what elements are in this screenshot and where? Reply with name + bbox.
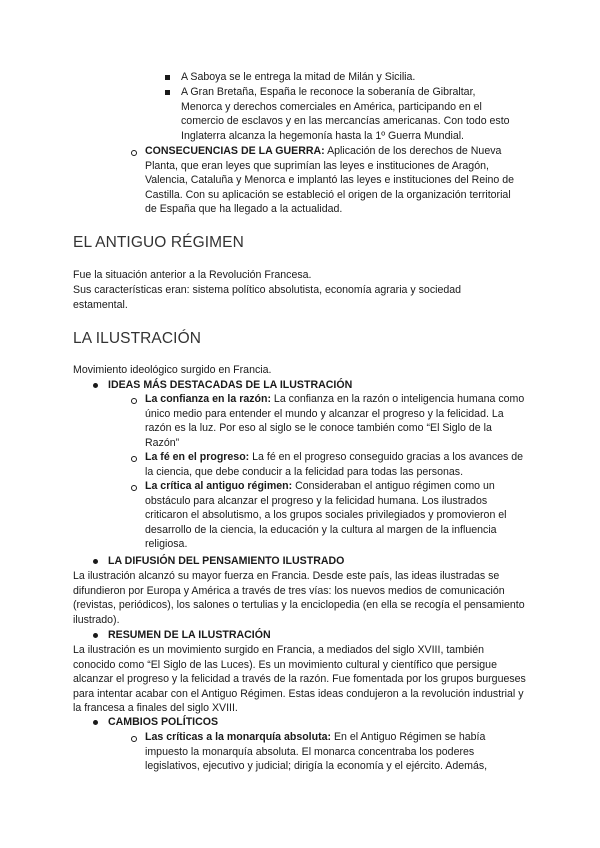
circle-bullet-icon: [131, 456, 137, 462]
circle-bullet-icon: [131, 736, 137, 742]
heading-ideas: IDEAS MÁS DESTACADAS DE LA ILUSTRACIÓN: [108, 379, 353, 391]
circle-bullet-icon: [131, 150, 137, 156]
section-title-ilustracion: LA ILUSTRACIÓN: [73, 330, 202, 347]
paragraph-antiguo-line1: Fue la situación anterior a la Revolución Francesa.: [73, 269, 312, 281]
heading-cambios: CAMBIOS POLÍTICOS: [108, 716, 219, 728]
list-item-criticas-monarquia: Las críticas a la monarquía absoluta: En el Antiguo Régimen se había impuesto la monarquía absoluta. El monarca concentraba los poderes legislativos, ejecutivo y judicial; dirigía la economía y el ejército. Además,: [145, 731, 488, 773]
dot-bullet-icon: [93, 559, 98, 564]
paragraph-difusion: La ilustración alcanzó su mayor fuerza en Francia. Desde este país, las ideas ilustradas se difundieron por Europa y América a través de tres vías: los nuevos medios de comunicación (revistas, periódicos), los salones o tertulias y la enciclopedia (en ella se recogía el pensamiento ilustrado).: [73, 570, 525, 626]
dot-bullet-icon: [93, 633, 98, 638]
dot-bullet-icon: [93, 720, 98, 725]
list-item-idea-razon: La confianza en la razón: La confianza en la razón o inteligencia humana como único medio para entender el mundo y alcanzar el progreso y la felicidad. La razón es la luz. Por eso al siglo se le conoce también como “El Siglo de la Razón”: [145, 393, 525, 449]
square-bullet-icon: [165, 75, 170, 80]
list-item-britain: A Gran Bretaña, España le reconoce la soberanía de Gibraltar, Menorca y derechos comerciales en América, participando en el comercio de esclavos y en las mercancías americanas. Con todo esto Inglaterra alcanza la hegemonía hasta la 1º Guerra Mundial.: [181, 86, 510, 142]
circle-bullet-icon: [131, 398, 137, 404]
section-title-antiguo-regimen: EL ANTIGUO RÉGIMEN: [73, 234, 244, 251]
square-bullet-icon: [165, 90, 170, 95]
paragraph-resumen: La ilustración es un movimiento surgido en Francia, a mediados del siglo XVIII, también conocido como “El Siglo de las Luces). Es un movimiento cultural y científico que persigue alcanzar el progreso y la felicidad a través de la razón. Fue fomentada por los grupos burgueses para intentar acabar con el Antiguo Régimen. Estas ideas condujeron a la revolución industrial y la francesa a finales del siglo XVIII.: [73, 644, 526, 715]
list-item-savoy: A Saboya se le entrega la mitad de Milán y Sicilia.: [181, 71, 416, 83]
list-item-consequences: [145, 144, 517, 217]
consequences-label: CONSECUENCIAS DE LA GUERRA:: [145, 145, 325, 157]
paragraph-antiguo-line2: Sus características eran: sistema político absolutista, economía agraria y sociedad estamental.: [73, 284, 462, 311]
paragraph-ilustracion-intro: Movimiento ideológico surgido en Francia.: [73, 364, 272, 376]
list-item-idea-critica: La crítica al antiguo régimen: Consideraban el antiguo régimen como un obstáculo para alcanzar el progreso y la felicidad humana. Los ilustrados criticaron el absolutismo, a los grupos sociales privilegiados y promovieron el desarrollo de la ciencia, la educación y la cultura al margen de la influencia religiosa.: [145, 480, 507, 551]
list-item-idea-progreso: La fé en el progreso: La fé en el progreso conseguido gracias a los avances de la ciencia, que debe conducir a la felicidad para todas las personas.: [145, 451, 524, 478]
circle-bullet-icon: [131, 485, 137, 491]
dot-bullet-icon: [93, 383, 98, 388]
heading-difusion: LA DIFUSIÓN DEL PENSAMIENTO ILUSTRADO: [108, 555, 345, 567]
heading-resumen: RESUMEN DE LA ILUSTRACIÓN: [108, 629, 271, 641]
consequences-text: Aplicación de los derechos de Nueva Planta, que eran leyes que suprimían las leyes e instituciones de Aragón, Valencia, Cataluña y Menorca e implantó las leyes e instituciones del Reino de Castilla. Con su aplicación se estableció el origen de la organización territorial de España que ha llegado a la actualidad.: [145, 145, 515, 216]
